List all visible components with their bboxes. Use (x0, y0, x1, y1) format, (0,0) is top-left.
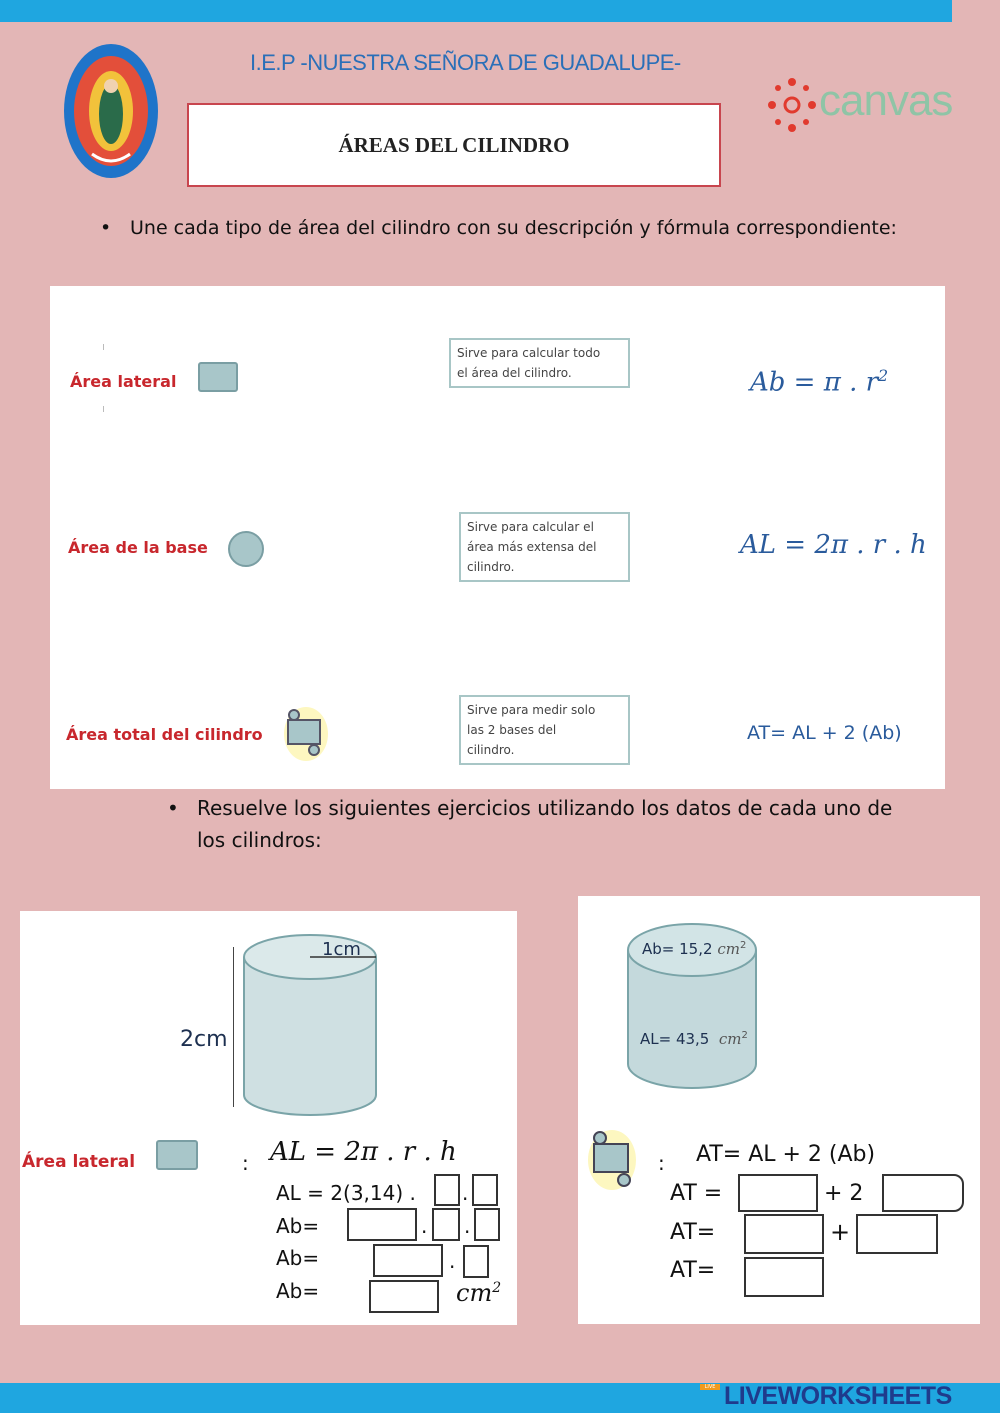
cylinder-net-icon (282, 706, 330, 762)
unit-exponent: 2 (492, 1280, 502, 1296)
tick-mark (103, 344, 104, 350)
exercise2-line1: AT = (670, 1181, 723, 1206)
colon: : (242, 1151, 249, 1175)
instruction-match: • Une cada tipo de área del cilindro con su descripción y fórmula correspondiente: (130, 212, 897, 244)
liveworksheets-brand: LIVEWORKSHEETS (724, 1382, 952, 1410)
answer-box[interactable] (882, 1174, 964, 1212)
plus-sign: + (830, 1218, 851, 1246)
plus-two: + 2 (824, 1181, 864, 1206)
matching-panel (50, 286, 945, 789)
canvas-logo-text: canvas (819, 76, 953, 125)
answer-box[interactable] (856, 1214, 938, 1254)
description-box-base[interactable] (459, 695, 630, 765)
answer-box[interactable] (373, 1244, 443, 1277)
answer-box[interactable] (744, 1214, 824, 1254)
unit-text: cm (717, 940, 740, 958)
formula-base[interactable] (750, 366, 888, 398)
top-bar (0, 0, 952, 22)
dot: . (421, 1214, 428, 1238)
description-line: las 2 bases del (467, 723, 557, 737)
ab-value-label (642, 940, 746, 958)
dot: . (464, 1214, 471, 1238)
liveworksheets-mini-mark: LIVE (700, 1384, 720, 1390)
exercise2-line2: AT= (670, 1220, 716, 1245)
description-line: Sirve para calcular todo (457, 346, 601, 360)
page-title: ÁREAS DEL CILINDRO (187, 103, 721, 187)
rectangle-icon (198, 362, 238, 392)
exercise2-panel (578, 896, 980, 1324)
radius-label: 1cm (322, 939, 361, 960)
instruction-solve-line2: los cilindros: (197, 828, 322, 852)
dot: . (449, 1249, 456, 1273)
label-area-total[interactable]: Área total del cilindro (66, 725, 263, 744)
label-area-lateral[interactable]: Área lateral (70, 372, 177, 391)
colon: : (658, 1151, 665, 1175)
formula-lateral[interactable]: AL = 2π . r . h (740, 530, 927, 560)
height-label: 2cm (180, 1027, 228, 1052)
instruction-solve-line1: • Resuelve los siguientes ejercicios utilizando los datos de cada uno de (197, 796, 893, 820)
exercise1-label: Área lateral (22, 1152, 136, 1172)
height-arrow (233, 947, 234, 1107)
answer-box[interactable] (738, 1174, 818, 1212)
unit-exponent: 2 (741, 1030, 748, 1041)
answer-box[interactable] (347, 1208, 417, 1241)
unit-label (456, 1279, 501, 1307)
exercise1-ab-label: Ab= (276, 1279, 320, 1303)
canvas-logo (767, 70, 953, 140)
rectangle-icon (156, 1140, 198, 1170)
answer-box[interactable] (432, 1208, 460, 1241)
exercise1-panel (20, 911, 517, 1325)
answer-box[interactable] (472, 1174, 498, 1206)
exercise1-ab-label: Ab= (276, 1246, 320, 1270)
dot: . (462, 1181, 469, 1205)
unit-text: cm (456, 1279, 493, 1307)
answer-box[interactable] (434, 1174, 460, 1206)
exercise1-ab-label: Ab= (276, 1214, 320, 1238)
description-line: el área del cilindro. (457, 366, 572, 380)
answer-box[interactable] (463, 1245, 489, 1278)
description-line: Sirve para medir solo (467, 703, 596, 717)
unit-exponent: 2 (739, 940, 747, 951)
description-line: cilindro. (467, 743, 515, 757)
al-value-text: AL= 43,5 (640, 1030, 710, 1048)
formula-base-text: Ab = π . r (750, 367, 879, 398)
answer-box[interactable] (474, 1208, 500, 1241)
tick-mark (103, 406, 104, 412)
label-area-base[interactable]: Área de la base (68, 538, 208, 557)
circle-icon (228, 531, 264, 567)
exercise2-formula: AT= AL + 2 (Ab) (696, 1142, 876, 1167)
cylinder-figure (622, 904, 762, 1094)
formula-total[interactable]: AT= AL + 2 (Ab) (747, 722, 902, 744)
answer-box[interactable] (369, 1280, 439, 1313)
description-box-lateral[interactable] (459, 512, 630, 582)
description-line: área más extensa del (467, 540, 597, 554)
unit-text: cm (718, 1030, 742, 1048)
school-seal-logo (62, 42, 160, 180)
school-name: I.E.P -NUESTRA SEÑORA DE GUADALUPE- (250, 50, 681, 75)
description-box-total[interactable] (449, 338, 630, 388)
ab-value-text: Ab= 15,2 (642, 940, 713, 958)
exercise1-formula: AL = 2π . r . h (270, 1137, 457, 1167)
description-line: Sirve para calcular el (467, 520, 594, 534)
cylinder-net-icon (586, 1128, 638, 1192)
exercise1-line1: AL = 2(3,14) . (276, 1181, 416, 1205)
formula-exponent: 2 (878, 366, 889, 385)
exercise2-line3: AT= (670, 1258, 716, 1283)
answer-box[interactable] (744, 1257, 824, 1297)
description-line: cilindro. (467, 560, 515, 574)
cylinder-figure (230, 919, 390, 1119)
al-value-label (640, 1030, 748, 1048)
instruction-solve (197, 792, 957, 856)
